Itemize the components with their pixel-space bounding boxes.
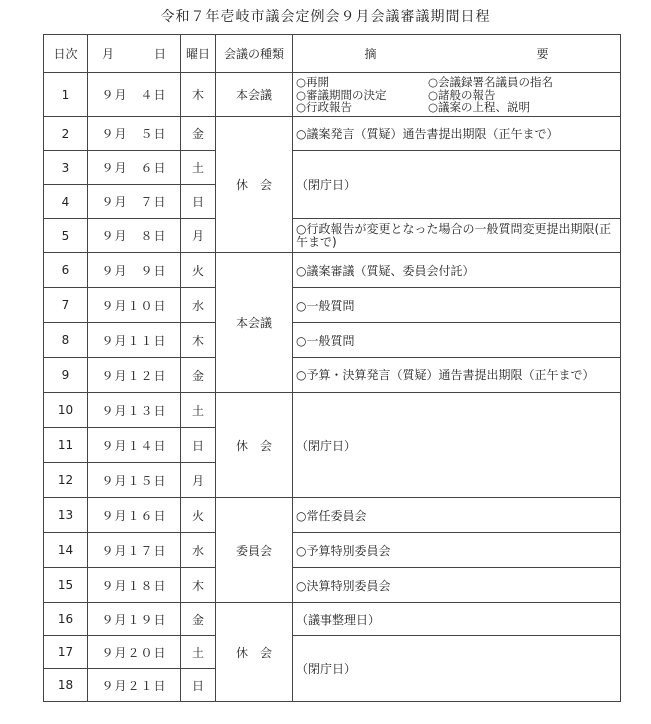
date-cell: ９月１０日 [88,288,181,323]
dow-cell: 日 [181,185,216,219]
day-cell: 6 [44,253,88,288]
dow-cell: 金 [181,117,216,151]
day-cell: 8 [44,323,88,358]
day-cell: 17 [44,636,88,669]
day-cell: 11 [44,428,88,463]
dow-cell: 火 [181,498,216,533]
date-cell: ９月 ９日 [88,253,181,288]
dow-cell: 月 [181,219,216,253]
table-header-row [44,35,621,73]
summary-cell [293,73,621,117]
day-cell: 2 [44,117,88,151]
date-cell: ９月２０日 [88,636,181,669]
summary-item: ○再開 [296,75,330,90]
dow-cell: 日 [181,669,216,702]
date-cell: ９月１４日 [88,428,181,463]
dow-cell: 木 [181,568,216,603]
day-cell: 4 [44,185,88,219]
day-cell: 12 [44,463,88,498]
table-row [44,151,621,185]
dow-cell: 土 [181,636,216,669]
table-row [44,288,621,323]
summary-cell: （議事整理日） [293,603,621,636]
summary-cell: （閉庁日） [293,636,621,702]
summary-cell: （閉庁日） [293,393,621,498]
table-row [44,323,621,358]
table-row [44,393,621,428]
table-row [44,636,621,669]
summary-cell: ○行政報告が変更となった場合の一般質問変更提出期限(正午まで) [293,219,621,253]
summary-item: ○会議録署名議員の指名 [428,75,554,90]
table-row [44,219,621,253]
table-row [44,603,621,636]
date-cell: ９月１６日 [88,498,181,533]
type-cell: 本会議 [216,73,293,117]
dow-cell: 金 [181,358,216,393]
dow-cell: 木 [181,323,216,358]
summary-cell: ○一般質問 [293,323,621,358]
day-cell: 7 [44,288,88,323]
date-cell: ９月１２日 [88,358,181,393]
day-cell: 9 [44,358,88,393]
dow-cell: 土 [181,393,216,428]
page-title: 令和７年壱岐市議会定例会９月会議審議期間日程 [160,9,491,25]
header-summary [293,35,621,73]
type-cell: 休 会 [216,393,293,498]
day-cell: 16 [44,603,88,636]
type-cell: 休 会 [216,117,293,253]
type-cell: 本会議 [216,253,293,393]
header-date-label: 日 [153,47,166,61]
header-type: 会議の種類 [216,35,293,73]
dow-cell: 日 [181,428,216,463]
date-cell: ９月１９日 [88,603,181,636]
table-row [44,498,621,533]
day-cell: 3 [44,151,88,185]
day-cell: 5 [44,219,88,253]
date-cell: ９月 ６日 [88,151,181,185]
header-day: 日次 [44,35,88,73]
date-cell: ９月 ５日 [88,117,181,151]
summary-cell: ○予算特別委員会 [293,533,621,568]
header-month: 月 [102,47,115,61]
table-row [44,358,621,393]
date-cell: ９月１１日 [88,323,181,358]
date-cell: ９月１５日 [88,463,181,498]
summary-cell: （閉庁日） [293,151,621,219]
day-cell: 1 [44,73,88,117]
summary-cell: ○議案発言（質疑）通告書提出期限（正午まで） [293,117,621,151]
table-row [44,73,621,117]
table-row [44,533,621,568]
header-summary-a: 摘 [364,47,377,61]
date-cell: ９月１８日 [88,568,181,603]
table-row [44,117,621,151]
schedule-table [43,34,621,702]
header-date [88,35,181,73]
summary-cell: ○予算・決算発言（質疑）通告書提出期限（正午まで） [293,358,621,393]
type-cell: 休 会 [216,603,293,702]
table-row [44,568,621,603]
dow-cell: 土 [181,151,216,185]
summary-cell: ○議案審議（質疑、委員会付託） [293,253,621,288]
summary-item: ○行政報告 [296,100,353,115]
dow-cell: 月 [181,463,216,498]
dow-cell: 水 [181,533,216,568]
summary-item: ○議案の上程、説明 [428,100,531,115]
table-row [44,253,621,288]
day-cell: 13 [44,498,88,533]
summary-cell: ○一般質問 [293,288,621,323]
day-cell: 14 [44,533,88,568]
summary-cell: ○常任委員会 [293,498,621,533]
dow-cell: 金 [181,603,216,636]
summary-item: ○諸般の報告 [428,87,496,102]
day-cell: 10 [44,393,88,428]
date-cell: ９月 ８日 [88,219,181,253]
date-cell: ９月２１日 [88,669,181,702]
day-cell: 18 [44,669,88,702]
type-cell: 委員会 [216,498,293,603]
header-summary-b: 要 [536,47,549,61]
day-cell: 15 [44,568,88,603]
date-cell: ９月 ７日 [88,185,181,219]
date-cell: ９月１３日 [88,393,181,428]
dow-cell: 火 [181,253,216,288]
dow-cell: 水 [181,288,216,323]
date-cell: ９月 ４日 [88,73,181,117]
dow-cell: 木 [181,73,216,117]
date-cell: ９月１７日 [88,533,181,568]
summary-cell: ○決算特別委員会 [293,568,621,603]
header-dow: 曜日 [181,35,216,73]
summary-item: ○審議期間の決定 [296,87,387,102]
